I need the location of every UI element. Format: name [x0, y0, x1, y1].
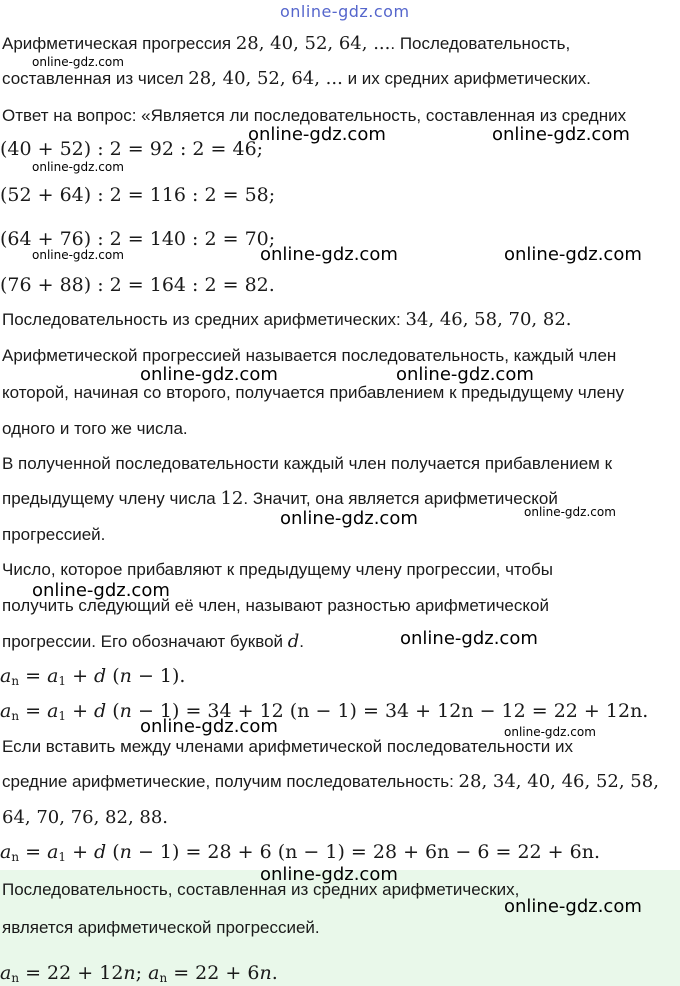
insert-line-3: 64, 70, 76, 82, 88.: [2, 807, 169, 828]
watermark: online-gdz.com: [280, 508, 418, 529]
watermark: online-gdz.com: [396, 364, 534, 385]
watermark: online-gdz.com: [504, 896, 642, 917]
insert-line-2: средние арифметические, получим последовательность: 28, 34, 40, 46, 52, 58,: [2, 771, 659, 792]
definition-line: которой, начиная со второго, получается прибавлением к предыдущему члену: [2, 383, 625, 402]
answer-formula: $a_n = 22 + 12n$; $a_n = 22 + 6n$.: [0, 962, 278, 985]
watermark: online-gdz.com: [140, 364, 278, 385]
watermark: online-gdz.com: [260, 244, 398, 265]
definition-line: Арифметической прогрессией называется последовательность, каждый член: [2, 346, 617, 365]
insert-line-1: Если вставить между членами арифметической последовательности их: [2, 737, 573, 756]
formula-first: $a_n = a_1 + d$ (n − 1) = 34 + 12 (n − 1) = 34 + 12n − 12 = 22 + 12n.: [0, 700, 649, 723]
conclusion-line-2: предыдущему члену числа 12. Значит, она является арифметической: [2, 488, 558, 509]
difference-line-1: Число, которое прибавляют к предыдущему члену прогрессии, чтобы: [2, 560, 553, 579]
watermark: online-gdz.com: [504, 725, 596, 739]
conclusion-line-1: В полученной последовательности каждый член получается прибавлением к: [2, 454, 613, 473]
watermark: online-gdz.com: [32, 580, 170, 601]
watermark: online-gdz.com: [504, 244, 642, 265]
definition-line: одного и того же числа.: [2, 419, 188, 438]
difference-line-3: прогрессии. Его обозначают буквой d.: [2, 631, 305, 652]
watermark: online-gdz.com: [32, 248, 124, 262]
watermark-top: online-gdz.com: [280, 2, 410, 21]
task-line-2: составленная из чисел 28, 40, 52, 64, ... и их средних арифметических.: [2, 68, 591, 89]
task-line-1: Арифметическая прогрессия 28, 40, 52, 64, .... Последовательность,: [2, 33, 571, 54]
difference-line-2: получить следующий её член, называют разностью арифметической: [2, 596, 549, 615]
means-line: Последовательность из средних арифметических: 34, 46, 58, 70, 82.: [2, 309, 572, 330]
watermark: online-gdz.com: [32, 160, 124, 174]
watermark: online-gdz.com: [248, 124, 386, 145]
answer-line-2: является арифметической прогрессией.: [2, 918, 320, 937]
general-formula: $a_n = a_1 + d$ (n − 1).: [0, 665, 186, 688]
watermark: online-gdz.com: [492, 124, 630, 145]
calc-row: (76 + 88) : 2 = 164 : 2 = 82.: [0, 274, 275, 296]
calc-row: (40 + 52) : 2 = 92 : 2 = 46;: [0, 138, 264, 160]
watermark: online-gdz.com: [140, 716, 278, 737]
conclusion-line-3: прогрессией.: [2, 525, 106, 544]
watermark: online-gdz.com: [400, 628, 538, 649]
watermark: online-gdz.com: [260, 864, 398, 885]
watermark: online-gdz.com: [524, 505, 616, 519]
formula-second: $a_n = a_1 + d$ (n − 1) = 28 + 6 (n − 1) = 28 + 6n − 6 = 22 + 6n.: [0, 841, 600, 864]
question-text: Ответ на вопрос: «Является ли последовательность, составленная из средних: [2, 106, 627, 125]
watermark: online-gdz.com: [32, 55, 124, 69]
calc-row: (64 + 76) : 2 = 140 : 2 = 70;: [0, 228, 276, 250]
answer-line-1: Последовательность, составленная из средних арифметических,: [2, 880, 520, 899]
calc-row: (52 + 64) : 2 = 116 : 2 = 58;: [0, 184, 276, 206]
